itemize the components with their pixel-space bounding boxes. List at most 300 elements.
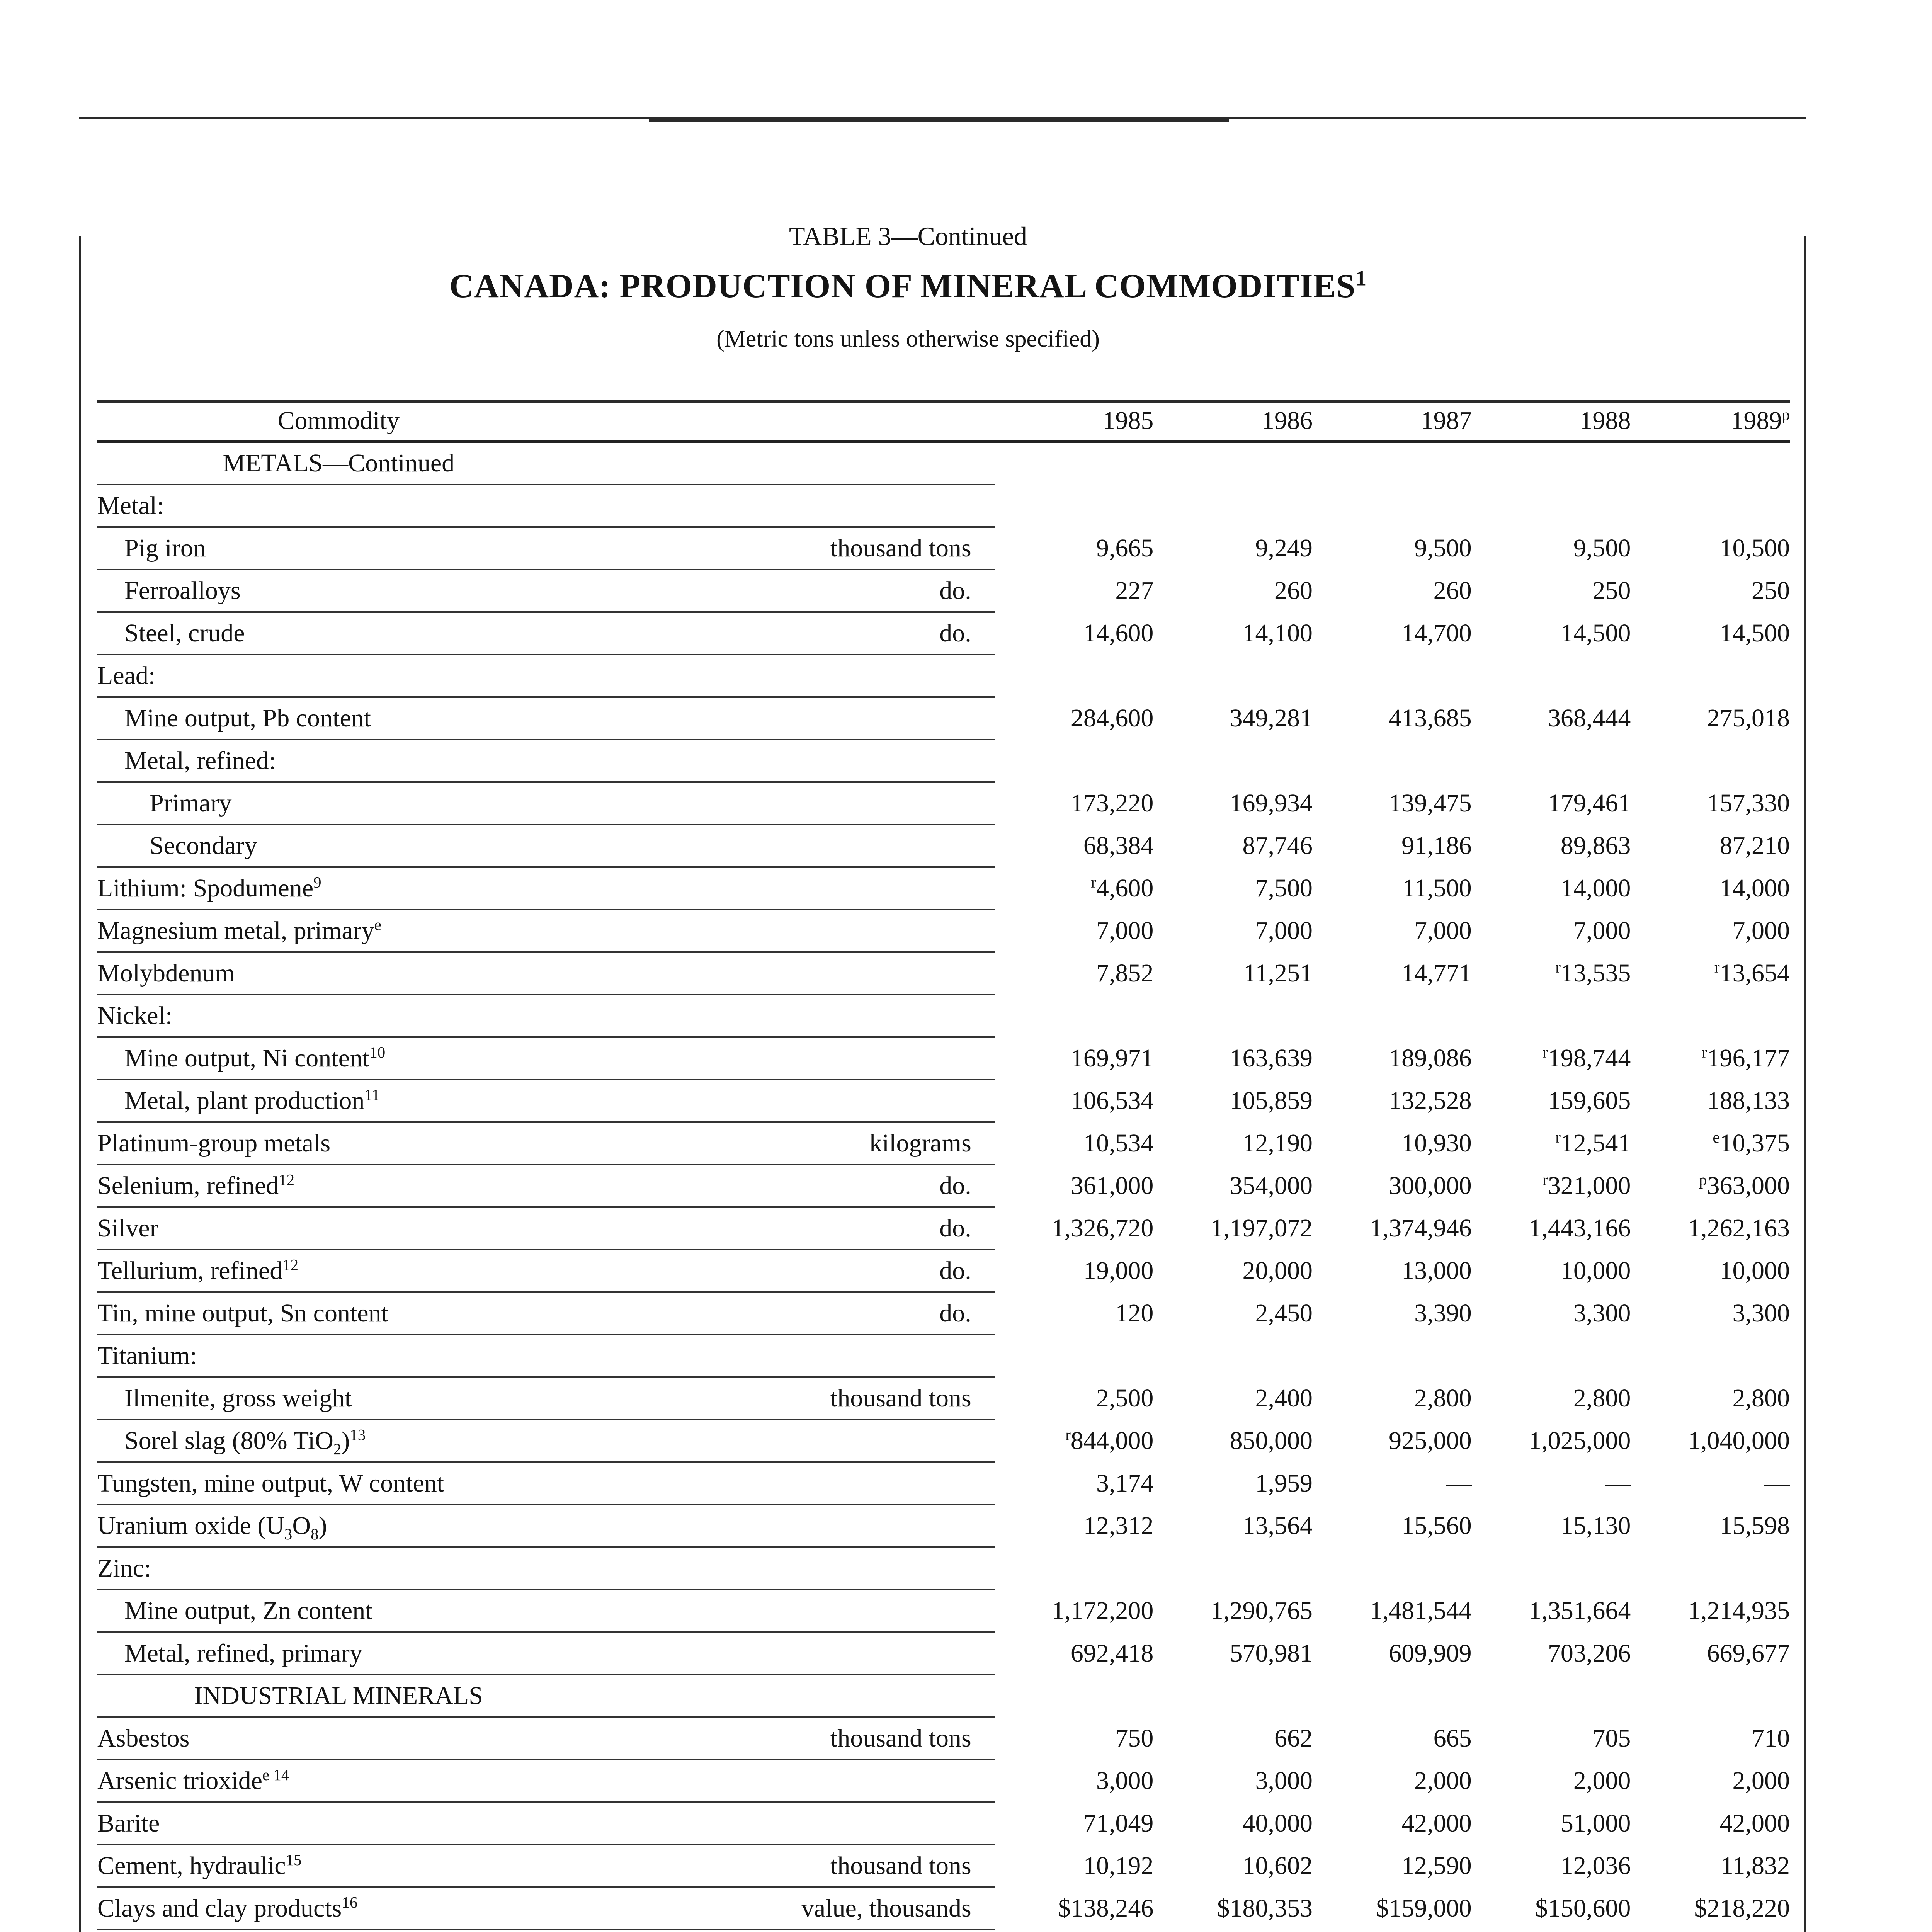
value-text: 3,300 bbox=[1573, 1299, 1631, 1327]
value-cell bbox=[1472, 825, 1631, 867]
value-text: 250 bbox=[1752, 577, 1790, 605]
value-text: 12,312 bbox=[1083, 1512, 1154, 1540]
value-text: 106,534 bbox=[1070, 1087, 1154, 1115]
value-cell bbox=[1313, 697, 1472, 740]
commodity-cell bbox=[97, 1250, 580, 1292]
value-cell bbox=[1631, 570, 1790, 612]
value-cell bbox=[1631, 1717, 1790, 1760]
value-text: 2,000 bbox=[1732, 1767, 1790, 1795]
value-text: 68,384 bbox=[1083, 832, 1154, 860]
year-header bbox=[1631, 401, 1790, 442]
value-text: 9,665 bbox=[1096, 534, 1154, 562]
value-cell bbox=[1631, 1547, 1790, 1590]
commodity-name: Metal, refined: bbox=[124, 747, 276, 775]
value-cell bbox=[1153, 1080, 1313, 1122]
value-cell bbox=[1472, 1590, 1631, 1632]
value-cell bbox=[1631, 740, 1790, 782]
unit-cell: do. bbox=[580, 1165, 995, 1207]
commodity-cell bbox=[97, 1547, 580, 1590]
table-row bbox=[97, 995, 1790, 1037]
section-heading-row bbox=[97, 1675, 1790, 1717]
commodity-name: Pig iron bbox=[124, 534, 206, 562]
value-text: $218,220 bbox=[1694, 1894, 1790, 1922]
value-cell bbox=[1313, 1632, 1472, 1675]
value-text: 260 bbox=[1433, 577, 1472, 605]
value-cell bbox=[1631, 1377, 1790, 1420]
value-cell bbox=[1631, 1505, 1790, 1547]
value-text: 7,000 bbox=[1414, 917, 1472, 945]
commodity-name: Platinum-group metals bbox=[97, 1129, 331, 1157]
value-text: 7,852 bbox=[1096, 959, 1154, 987]
unit-cell bbox=[580, 442, 995, 485]
unit-cell bbox=[580, 1505, 995, 1547]
value-text: 198,744 bbox=[1548, 1044, 1631, 1072]
value-cell bbox=[1472, 1717, 1631, 1760]
table-body bbox=[97, 442, 1790, 1932]
value-cell bbox=[995, 1887, 1154, 1930]
value-text: 284,600 bbox=[1070, 704, 1154, 732]
commodity-name: Metal: bbox=[97, 492, 164, 520]
value-cell bbox=[1631, 1760, 1790, 1802]
value-text: 710 bbox=[1752, 1724, 1790, 1752]
value-cell bbox=[1313, 952, 1472, 995]
value-text: 703,206 bbox=[1548, 1639, 1631, 1667]
value-text: 105,859 bbox=[1230, 1087, 1313, 1115]
revision-mark: r bbox=[1091, 874, 1096, 891]
value-text: 10,000 bbox=[1560, 1257, 1631, 1285]
value-cell bbox=[995, 782, 1154, 825]
unit-cell: thousand tons bbox=[580, 1845, 995, 1887]
unit-cell bbox=[580, 952, 995, 995]
value-text: 132,528 bbox=[1389, 1087, 1472, 1115]
value-cell bbox=[1631, 1675, 1790, 1717]
value-cell bbox=[1313, 1292, 1472, 1335]
value-cell bbox=[995, 655, 1154, 697]
value-text: 10,500 bbox=[1719, 534, 1790, 562]
value-text: 7,000 bbox=[1573, 917, 1631, 945]
value-cell bbox=[1631, 1887, 1790, 1930]
commodity-cell bbox=[97, 1675, 580, 1717]
footnote-mark: 12 bbox=[279, 1171, 295, 1189]
table-row bbox=[97, 485, 1790, 527]
value-text: 692,418 bbox=[1070, 1639, 1154, 1667]
table-row bbox=[97, 1165, 1790, 1207]
value-text: 13,535 bbox=[1560, 959, 1631, 987]
commodity-name: Ilmenite, gross weight bbox=[124, 1384, 352, 1412]
value-text: 12,036 bbox=[1560, 1852, 1631, 1880]
value-text: 2,450 bbox=[1255, 1299, 1313, 1327]
value-text: 14,771 bbox=[1401, 959, 1472, 987]
value-text: 51,000 bbox=[1560, 1809, 1631, 1837]
commodity-cell bbox=[97, 1632, 580, 1675]
value-cell bbox=[995, 867, 1154, 910]
value-cell bbox=[1313, 1675, 1472, 1717]
unit-cell bbox=[580, 1335, 995, 1377]
commodity-name: Cement, hydraulic bbox=[97, 1852, 286, 1880]
footnote-mark: 11 bbox=[364, 1086, 380, 1104]
table-row bbox=[97, 910, 1790, 952]
value-cell bbox=[1313, 1207, 1472, 1250]
commodity-name: INDUSTRIAL MINERALS bbox=[194, 1682, 483, 1710]
commodity-name: Molybdenum bbox=[97, 959, 235, 987]
unit-cell bbox=[580, 1547, 995, 1590]
value-cell bbox=[1313, 612, 1472, 655]
commodity-name: Mine output, Pb content bbox=[124, 704, 371, 732]
commodity-cell bbox=[97, 1420, 580, 1462]
value-cell bbox=[1472, 1377, 1631, 1420]
value-text: 163,639 bbox=[1230, 1044, 1313, 1072]
unit-cell: do. bbox=[580, 612, 995, 655]
commodity-cell bbox=[97, 1292, 580, 1335]
unit-cell bbox=[580, 655, 995, 697]
value-cell bbox=[1631, 655, 1790, 697]
unit-cell bbox=[580, 485, 995, 527]
value-cell bbox=[1472, 612, 1631, 655]
table-row bbox=[97, 1377, 1790, 1420]
value-text: — bbox=[1764, 1469, 1790, 1497]
page-title bbox=[0, 267, 1816, 306]
value-cell bbox=[1631, 697, 1790, 740]
value-text: 7,000 bbox=[1255, 917, 1313, 945]
value-cell bbox=[1472, 1080, 1631, 1122]
value-text: $138,246 bbox=[1058, 1894, 1154, 1922]
value-text: 925,000 bbox=[1389, 1427, 1472, 1455]
revision-mark: r bbox=[1065, 1426, 1071, 1444]
revision-mark: r bbox=[1543, 1171, 1548, 1189]
value-cell bbox=[1631, 825, 1790, 867]
value-cell bbox=[1153, 825, 1313, 867]
value-text: 42,000 bbox=[1719, 1809, 1790, 1837]
value-cell bbox=[1313, 655, 1472, 697]
unit-header bbox=[580, 401, 995, 442]
value-cell bbox=[1472, 952, 1631, 995]
value-text: $150,600 bbox=[1535, 1894, 1631, 1922]
title-footnote-mark: 1 bbox=[1355, 266, 1367, 291]
commodity-cell bbox=[97, 1845, 580, 1887]
commodity-cell bbox=[97, 910, 580, 952]
commodity-cell bbox=[97, 1165, 580, 1207]
value-cell bbox=[1631, 485, 1790, 527]
value-cell bbox=[995, 1675, 1154, 1717]
value-text: 87,210 bbox=[1719, 832, 1790, 860]
value-text: $159,000 bbox=[1376, 1894, 1472, 1922]
value-cell bbox=[1153, 910, 1313, 952]
left-margin-rule bbox=[79, 236, 81, 1932]
commodity-name: Barite bbox=[97, 1809, 160, 1837]
value-cell bbox=[1313, 867, 1472, 910]
footnote-mark: 10 bbox=[369, 1044, 386, 1061]
value-text: 1,040,000 bbox=[1688, 1427, 1790, 1455]
value-cell bbox=[1631, 1845, 1790, 1887]
value-text: 1,374,946 bbox=[1369, 1214, 1472, 1242]
value-cell bbox=[1313, 570, 1472, 612]
value-cell bbox=[1472, 1037, 1631, 1080]
table-row bbox=[97, 1335, 1790, 1377]
value-text: 363,000 bbox=[1707, 1172, 1790, 1200]
value-text: 159,605 bbox=[1548, 1087, 1631, 1115]
unit-cell bbox=[580, 1462, 995, 1505]
unit-cell bbox=[580, 995, 995, 1037]
value-cell bbox=[1631, 1292, 1790, 1335]
value-cell bbox=[1631, 1165, 1790, 1207]
value-cell bbox=[995, 1802, 1154, 1845]
value-text: 42,000 bbox=[1401, 1809, 1472, 1837]
value-text: 1,481,544 bbox=[1369, 1597, 1472, 1625]
value-text: 300,000 bbox=[1389, 1172, 1472, 1200]
value-text: 13,000 bbox=[1401, 1257, 1472, 1285]
value-cell bbox=[1472, 1930, 1631, 1932]
value-cell bbox=[1631, 1122, 1790, 1165]
table-caption: TABLE 3—Continued bbox=[789, 221, 1027, 251]
value-cell bbox=[1153, 782, 1313, 825]
value-cell bbox=[1313, 1037, 1472, 1080]
commodity-cell bbox=[97, 825, 580, 867]
value-cell bbox=[995, 1037, 1154, 1080]
value-text: 1,351,664 bbox=[1529, 1597, 1631, 1625]
value-cell bbox=[1631, 1590, 1790, 1632]
value-cell bbox=[1631, 867, 1790, 910]
value-text: 609,909 bbox=[1389, 1639, 1472, 1667]
top-rule-thick bbox=[649, 119, 1229, 122]
unit-cell: do. bbox=[580, 1207, 995, 1250]
table-row bbox=[97, 527, 1790, 570]
value-text: 12,190 bbox=[1242, 1129, 1313, 1157]
value-cell bbox=[1153, 1717, 1313, 1760]
commodity-cell bbox=[97, 1122, 580, 1165]
commodity-name: Zinc: bbox=[97, 1554, 151, 1582]
value-cell bbox=[995, 697, 1154, 740]
value-cell bbox=[1472, 1505, 1631, 1547]
value-text: 1,025,000 bbox=[1529, 1427, 1631, 1455]
value-cell bbox=[995, 1717, 1154, 1760]
commodity-cell bbox=[97, 655, 580, 697]
value-text: 14,500 bbox=[1719, 619, 1790, 647]
commodity-cell bbox=[97, 952, 580, 995]
production-table bbox=[97, 401, 1790, 1932]
value-cell bbox=[1153, 1547, 1313, 1590]
value-text: 321,000 bbox=[1548, 1172, 1631, 1200]
value-cell bbox=[1472, 782, 1631, 825]
value-text: 1,262,163 bbox=[1688, 1214, 1790, 1242]
value-cell bbox=[1153, 1845, 1313, 1887]
value-text: 11,832 bbox=[1720, 1852, 1790, 1880]
value-text: 139,475 bbox=[1389, 789, 1472, 817]
value-text: 844,000 bbox=[1070, 1427, 1154, 1455]
value-cell bbox=[1313, 1760, 1472, 1802]
year-header-text: 1989 bbox=[1731, 406, 1782, 435]
value-text: 705 bbox=[1592, 1724, 1631, 1752]
table-row bbox=[97, 697, 1790, 740]
value-text: 71,049 bbox=[1083, 1809, 1154, 1837]
unit-cell: do. bbox=[580, 1292, 995, 1335]
value-cell bbox=[1313, 1547, 1472, 1590]
footnote-mark: e bbox=[374, 916, 381, 934]
value-cell bbox=[995, 825, 1154, 867]
commodity-cell bbox=[97, 1505, 580, 1547]
value-cell bbox=[1153, 1590, 1313, 1632]
commodity-cell bbox=[97, 1335, 580, 1377]
value-cell bbox=[1313, 1887, 1472, 1930]
value-cell bbox=[1472, 1420, 1631, 1462]
value-text: 14,600 bbox=[1083, 619, 1154, 647]
value-cell bbox=[1313, 1377, 1472, 1420]
value-text: 1,197,072 bbox=[1211, 1214, 1313, 1242]
commodity-name: Ferroalloys bbox=[124, 577, 241, 605]
value-text: 3,000 bbox=[1096, 1767, 1154, 1795]
value-cell bbox=[1153, 995, 1313, 1037]
revision-mark: e bbox=[1713, 1129, 1720, 1146]
value-text: 188,133 bbox=[1707, 1087, 1790, 1115]
unit-cell: kilograms bbox=[580, 1122, 995, 1165]
value-cell bbox=[1631, 1462, 1790, 1505]
value-cell bbox=[1153, 1207, 1313, 1250]
commodity-cell bbox=[97, 1802, 580, 1845]
value-text: 354,000 bbox=[1230, 1172, 1313, 1200]
value-cell bbox=[1631, 1335, 1790, 1377]
value-text: 1,172,200 bbox=[1051, 1597, 1154, 1625]
value-cell bbox=[995, 952, 1154, 995]
commodity-name: Metal, plant production bbox=[124, 1087, 365, 1115]
value-cell bbox=[1153, 1462, 1313, 1505]
value-cell bbox=[1313, 1335, 1472, 1377]
commodity-name: Tin, mine output, Sn content bbox=[97, 1299, 388, 1327]
commodity-cell bbox=[97, 1717, 580, 1760]
value-text: 10,534 bbox=[1083, 1129, 1154, 1157]
value-cell bbox=[1631, 442, 1790, 485]
unit-cell bbox=[580, 1632, 995, 1675]
value-text: 15,598 bbox=[1719, 1512, 1790, 1540]
value-cell bbox=[1472, 995, 1631, 1037]
year-header: 1987 bbox=[1313, 401, 1472, 442]
value-cell bbox=[995, 1505, 1154, 1547]
footnote-mark: 13 bbox=[350, 1426, 366, 1444]
value-text: 11,251 bbox=[1243, 959, 1313, 987]
value-cell bbox=[1472, 697, 1631, 740]
table-row bbox=[97, 1462, 1790, 1505]
value-cell bbox=[995, 1930, 1154, 1932]
table-row bbox=[97, 1760, 1790, 1802]
commodity-cell bbox=[97, 1930, 580, 1932]
unit-cell: value, thousands bbox=[580, 1887, 995, 1930]
value-text: 40,000 bbox=[1242, 1809, 1313, 1837]
value-text: 15,130 bbox=[1560, 1512, 1631, 1540]
subscript: 2 bbox=[333, 1440, 342, 1458]
value-cell bbox=[1313, 995, 1472, 1037]
revision-mark: r bbox=[1543, 1044, 1548, 1061]
value-text: 173,220 bbox=[1070, 789, 1154, 817]
commodity-name: Primary bbox=[150, 789, 232, 817]
value-text: 10,930 bbox=[1401, 1129, 1472, 1157]
unit-cell bbox=[580, 825, 995, 867]
table-row bbox=[97, 1547, 1790, 1590]
value-cell bbox=[1153, 1377, 1313, 1420]
value-cell bbox=[1472, 1845, 1631, 1887]
commodity-cell bbox=[97, 740, 580, 782]
value-text: 14,000 bbox=[1560, 874, 1631, 902]
value-cell bbox=[1153, 1887, 1313, 1930]
table-row bbox=[97, 1080, 1790, 1122]
value-cell bbox=[995, 1292, 1154, 1335]
value-text: 13,564 bbox=[1242, 1512, 1313, 1540]
commodity-cell bbox=[97, 1590, 580, 1632]
right-margin-rule bbox=[1804, 236, 1806, 1932]
value-cell bbox=[1153, 1930, 1313, 1932]
table-header-row bbox=[97, 401, 1790, 442]
value-text: 9,249 bbox=[1255, 534, 1313, 562]
value-cell bbox=[1153, 1420, 1313, 1462]
value-cell bbox=[995, 1420, 1154, 1462]
value-cell bbox=[1313, 1122, 1472, 1165]
commodity-name: Tungsten, mine output, W content bbox=[97, 1469, 444, 1497]
value-cell bbox=[1472, 442, 1631, 485]
unit-cell bbox=[580, 910, 995, 952]
value-cell bbox=[1153, 1632, 1313, 1675]
value-cell bbox=[1313, 910, 1472, 952]
commodity-cell bbox=[97, 1037, 580, 1080]
unit-cell bbox=[580, 1802, 995, 1845]
value-cell bbox=[995, 740, 1154, 782]
value-text: 250 bbox=[1592, 577, 1631, 605]
value-text: 570,981 bbox=[1230, 1639, 1313, 1667]
value-cell bbox=[1472, 1122, 1631, 1165]
commodity-name: Silver bbox=[97, 1214, 158, 1242]
revision-mark: r bbox=[1555, 1129, 1561, 1146]
commodity-cell bbox=[97, 995, 580, 1037]
value-cell bbox=[1472, 867, 1631, 910]
value-text: 10,602 bbox=[1242, 1852, 1313, 1880]
value-text: 3,300 bbox=[1732, 1299, 1790, 1327]
value-text: 665 bbox=[1433, 1724, 1472, 1752]
unit-cell bbox=[580, 782, 995, 825]
table-row bbox=[97, 740, 1790, 782]
value-cell bbox=[995, 1080, 1154, 1122]
value-text: $180,353 bbox=[1217, 1894, 1313, 1922]
value-cell bbox=[995, 1632, 1154, 1675]
value-cell bbox=[1472, 1207, 1631, 1250]
revision-mark: p bbox=[1699, 1171, 1707, 1189]
revision-mark: r bbox=[1701, 1044, 1707, 1061]
value-cell bbox=[1472, 1292, 1631, 1335]
value-text: 19,000 bbox=[1083, 1257, 1154, 1285]
value-cell bbox=[1153, 1505, 1313, 1547]
commodity-name-part: ) bbox=[318, 1512, 327, 1540]
value-cell bbox=[1153, 1760, 1313, 1802]
value-cell bbox=[1631, 995, 1790, 1037]
unit-cell bbox=[580, 1037, 995, 1080]
value-cell bbox=[1472, 910, 1631, 952]
value-cell bbox=[1153, 697, 1313, 740]
table-row bbox=[97, 1250, 1790, 1292]
commodity-name: Nickel: bbox=[97, 1002, 173, 1030]
footnote-mark: 12 bbox=[282, 1256, 299, 1274]
value-cell bbox=[995, 910, 1154, 952]
value-text: 361,000 bbox=[1070, 1172, 1154, 1200]
value-cell bbox=[1472, 740, 1631, 782]
value-cell bbox=[1631, 1250, 1790, 1292]
commodity-name: Arsenic trioxide bbox=[97, 1767, 263, 1795]
revision-mark: r bbox=[1714, 959, 1720, 976]
commodity-cell bbox=[97, 867, 580, 910]
value-cell bbox=[1313, 740, 1472, 782]
value-text: 12,541 bbox=[1560, 1129, 1631, 1157]
value-cell bbox=[1631, 952, 1790, 995]
commodity-cell bbox=[97, 485, 580, 527]
commodity-name: METALS—Continued bbox=[223, 449, 455, 477]
unit-cell bbox=[580, 740, 995, 782]
value-cell bbox=[1153, 527, 1313, 570]
value-cell bbox=[1313, 1080, 1472, 1122]
subscript: 3 bbox=[284, 1526, 293, 1543]
